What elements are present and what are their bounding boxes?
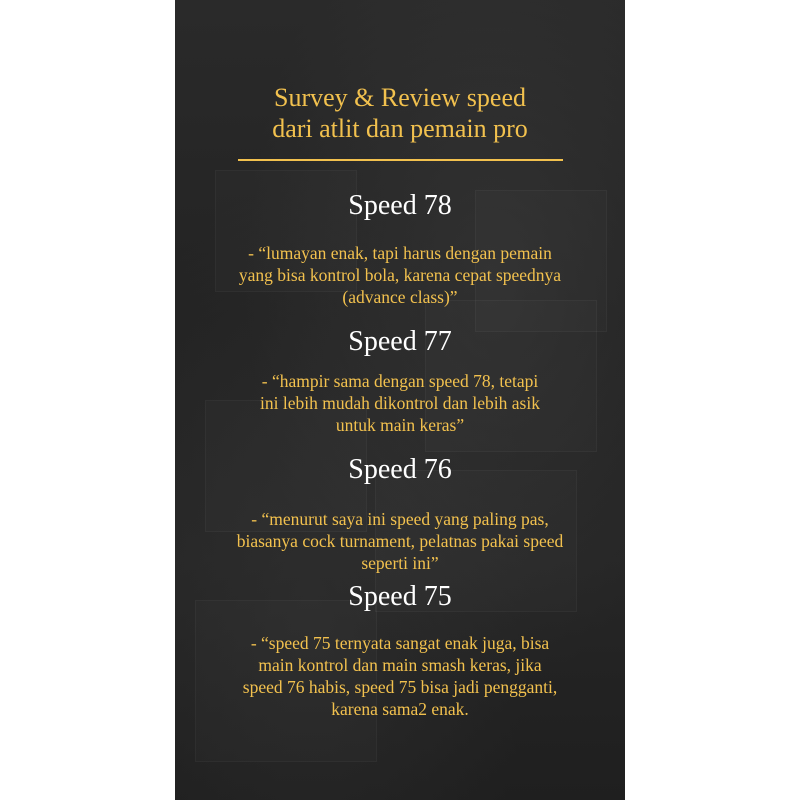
review-line: speed 76 habis, speed 75 bisa jadi pengganti, xyxy=(242,677,558,697)
story-panel xyxy=(175,0,625,800)
section-heading-speed-78: Speed 78 xyxy=(348,190,452,221)
title-line: Survey & Review speed xyxy=(273,83,526,112)
title-divider xyxy=(238,159,563,161)
title-line: dari atlit dan pemain pro xyxy=(272,114,528,143)
section-heading-speed-75: Speed 75 xyxy=(348,581,452,612)
review-text-speed-77 xyxy=(195,370,605,436)
review-line: ini lebih mudah dikontrol dan lebih asik xyxy=(260,393,540,413)
review-text-speed-78 xyxy=(195,242,605,308)
review-line: karena sama2 enak. xyxy=(331,699,469,719)
page-title xyxy=(175,82,625,144)
section-heading-speed-76: Speed 76 xyxy=(348,454,452,485)
review-line: - “lumayan enak, tapi harus dengan pemain xyxy=(248,243,552,263)
section-heading-speed-77: Speed 77 xyxy=(348,326,452,357)
review-line: - “menurut saya ini speed yang paling pas, xyxy=(251,509,549,529)
review-line: - “hampir sama dengan speed 78, tetapi xyxy=(261,371,539,391)
review-line: seperti ini” xyxy=(361,553,439,573)
review-text-speed-76 xyxy=(195,508,605,574)
review-line: main kontrol dan main smash keras, jika xyxy=(258,655,542,675)
review-line: untuk main keras” xyxy=(335,415,465,435)
review-line: biasanya cock turnament, pelatnas pakai speed xyxy=(236,531,564,551)
review-text-speed-75 xyxy=(195,632,605,720)
review-line: - “speed 75 ternyata sangat enak juga, bisa xyxy=(250,633,550,653)
review-line: (advance class)” xyxy=(342,287,458,307)
review-line: yang bisa kontrol bola, karena cepat speednya xyxy=(238,265,562,285)
